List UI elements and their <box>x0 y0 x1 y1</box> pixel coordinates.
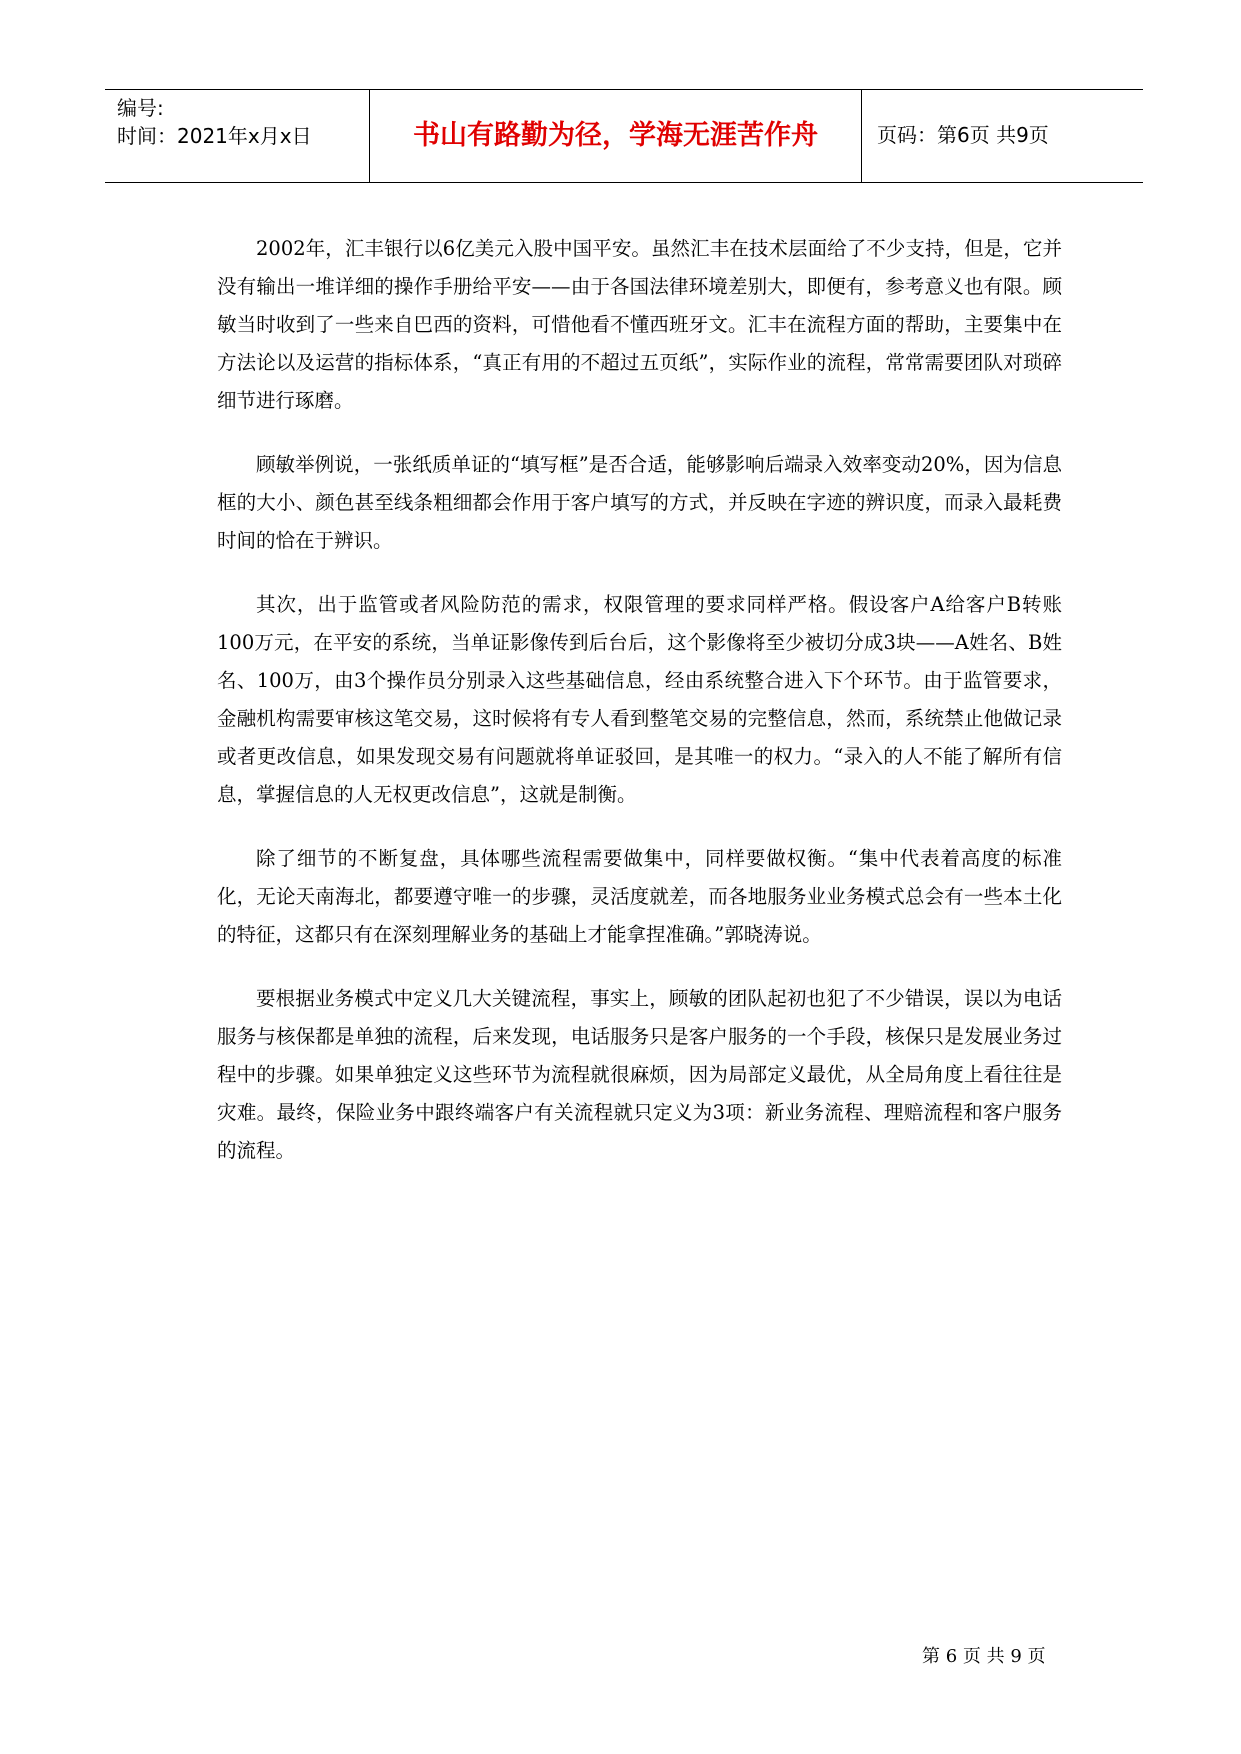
page-header <box>105 89 1143 183</box>
document-time-label: 时间：2021年x月x日 <box>117 124 312 148</box>
header-motto: 书山有路勤为径，学海无涯苦作舟 <box>413 120 818 151</box>
paragraph: 要根据业务模式中定义几大关键流程，事实上，顾敏的团队起初也犯了不少错误，误以为电话服务与核保都是单独的流程，后来发现，电话服务只是客户服务的一个手段，核保只是发展业务过程中的步骤。如果单独定义这些环节为流程就很麻烦，因为局部定义最优，从全局角度上看往往是灾难。最终，保险业务中跟终端客户有关流程就只定义为3项：新业务流程、理赔流程和客户服务的流程。 <box>217 987 1062 1162</box>
header-meta <box>117 94 367 150</box>
header-page-number: 页码：第6页 共9页 <box>877 123 1049 147</box>
page-footer: 第 6 页 共 9 页 <box>922 1646 1046 1667</box>
paragraph: 除了细节的不断复盘，具体哪些流程需要做集中，同样要做权衡。“集中代表着高度的标准化，无论天南海北，都要遵守唯一的步骤，灵活度就差，而各地服务业业务模式总会有一些本土化的特征，这都只有在深刻理解业务的基础上才能拿捏准确。”郭晓涛说。 <box>217 847 1062 946</box>
header-divider-right <box>861 90 862 182</box>
document-number-label: 编号: <box>117 96 164 120</box>
paragraph: 顾敏举例说，一张纸质单证的“填写框”是否合适，能够影响后端录入效率变动20%，因为信息框的大小、颜色甚至线条粗细都会作用于客户填写的方式，并反映在字迹的辨识度，而录入最耗费时间的恰在于辨识。 <box>217 453 1062 552</box>
paragraph: 其次，出于监管或者风险防范的需求，权限管理的要求同样严格。假设客户A给客户B转账100万元，在平安的系统，当单证影像传到后台后，这个影像将至少被切分成3块——A姓名、B姓名、100万，由3个操作员分别录入这些基础信息，经由系统整合进入下个环节。由于监管要求，金融机构需要审核这笔交易，这时候将有专人看到整笔交易的完整信息，然而，系统禁止他做记录或者更改信息，如果发现交易有问题就将单证驳回，是其唯一的权力。“录入的人不能了解所有信息，掌握信息的人无权更改信息”，这就是制衡。 <box>217 593 1062 806</box>
paragraph: 2002年，汇丰银行以6亿美元入股中国平安。虽然汇丰在技术层面给了不少支持，但是，它并没有输出一堆详细的操作手册给平安——由于各国法律环境差别大，即便有，参考意义也有限。顾敏当时收到了一些来自巴西的资料，可惜他看不懂西班牙文。汇丰在流程方面的帮助，主要集中在方法论以及运营的指标体系，“真正有用的不超过五页纸”，实际作业的流程，常常需要团队对琐碎细节进行琢磨。 <box>217 237 1062 412</box>
document-body <box>217 230 1062 1196</box>
